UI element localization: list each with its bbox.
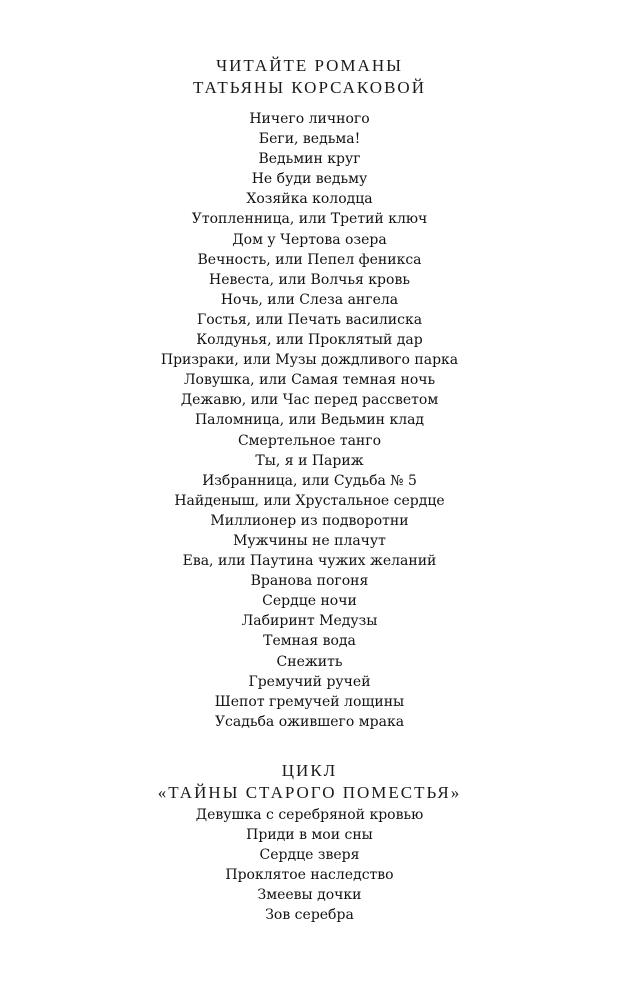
list-item: Змеевы дочки: [257, 887, 362, 904]
list-item: Сердце ночи: [262, 593, 357, 610]
list-item: Паломница, или Ведьмин клад: [194, 412, 425, 429]
list-item: Гремучий ручей: [248, 673, 371, 690]
list-item: Гостья, или Печать василиска: [196, 311, 423, 328]
list-item: Проклятое наследство: [225, 867, 394, 884]
list-item: Девушка с серебряной кровью: [195, 807, 424, 823]
list-item: Усадьба ожившего мрака: [214, 713, 405, 730]
list-item: Призраки, или Музы дождливого парка: [160, 352, 459, 369]
list-item: Снежить: [276, 653, 343, 670]
list-item: Дом у Чертова озера: [232, 231, 387, 248]
heading-line: ЧИТАЙТЕ РОМАНЫ: [216, 56, 403, 75]
list-item: Ева, или Паутина чужих желаний: [182, 553, 437, 570]
heading-line: ТАТЬЯНЫ КОРСАКОВОЙ: [193, 78, 426, 97]
list-item: Ты, я и Париж: [255, 452, 364, 469]
list-item: Избранница, или Судьба № 5: [202, 472, 417, 489]
list-item: Колдунья, или Проклятый дар: [196, 332, 423, 349]
list-item: Ведьмин круг: [258, 151, 361, 168]
list-item: Утопленница, или Третий ключ: [191, 211, 428, 228]
list-item: Невеста, или Волчья кровь: [209, 271, 410, 288]
list-item: Найденыш, или Хрустальное сердце: [174, 492, 445, 509]
heading-line: ЦИКЛ: [281, 761, 338, 780]
novels-list: [0, 109, 619, 732]
list-item: Ночь, или Слеза ангела: [220, 291, 399, 308]
list-item: Мужчины не плачут: [233, 532, 386, 549]
list-item: Беги, ведьма!: [258, 131, 361, 148]
list-item: Миллионер из подворотни: [210, 512, 409, 529]
series-list: [0, 805, 619, 926]
list-item: Темная вода: [263, 633, 356, 650]
list-item: Смертельное танго: [237, 432, 382, 449]
list-item: Ничего личного: [249, 111, 370, 127]
list-item: Вечность, или Пепел феникса: [197, 251, 422, 268]
list-item: Сердце зверя: [259, 847, 360, 864]
list-item: Вранова погоня: [250, 573, 369, 590]
heading-line: «ТАЙНЫ СТАРОГО ПОМЕСТЬЯ»: [157, 783, 462, 802]
section-heading-series: [0, 760, 619, 804]
section-heading-novels: [0, 55, 619, 99]
list-item: Шепот гремучей лощины: [214, 693, 405, 710]
list-item: Ловушка, или Самая темная ночь: [183, 372, 436, 389]
list-item: Зов серебра: [265, 907, 354, 924]
list-item: Дежавю, или Час перед рассветом: [180, 392, 439, 409]
list-item: Приди в мои сны: [246, 827, 373, 844]
list-item: Хозяйка колодца: [246, 191, 373, 208]
list-item: Лабиринт Медузы: [241, 613, 378, 630]
list-item: Не буди ведьму: [251, 171, 368, 188]
